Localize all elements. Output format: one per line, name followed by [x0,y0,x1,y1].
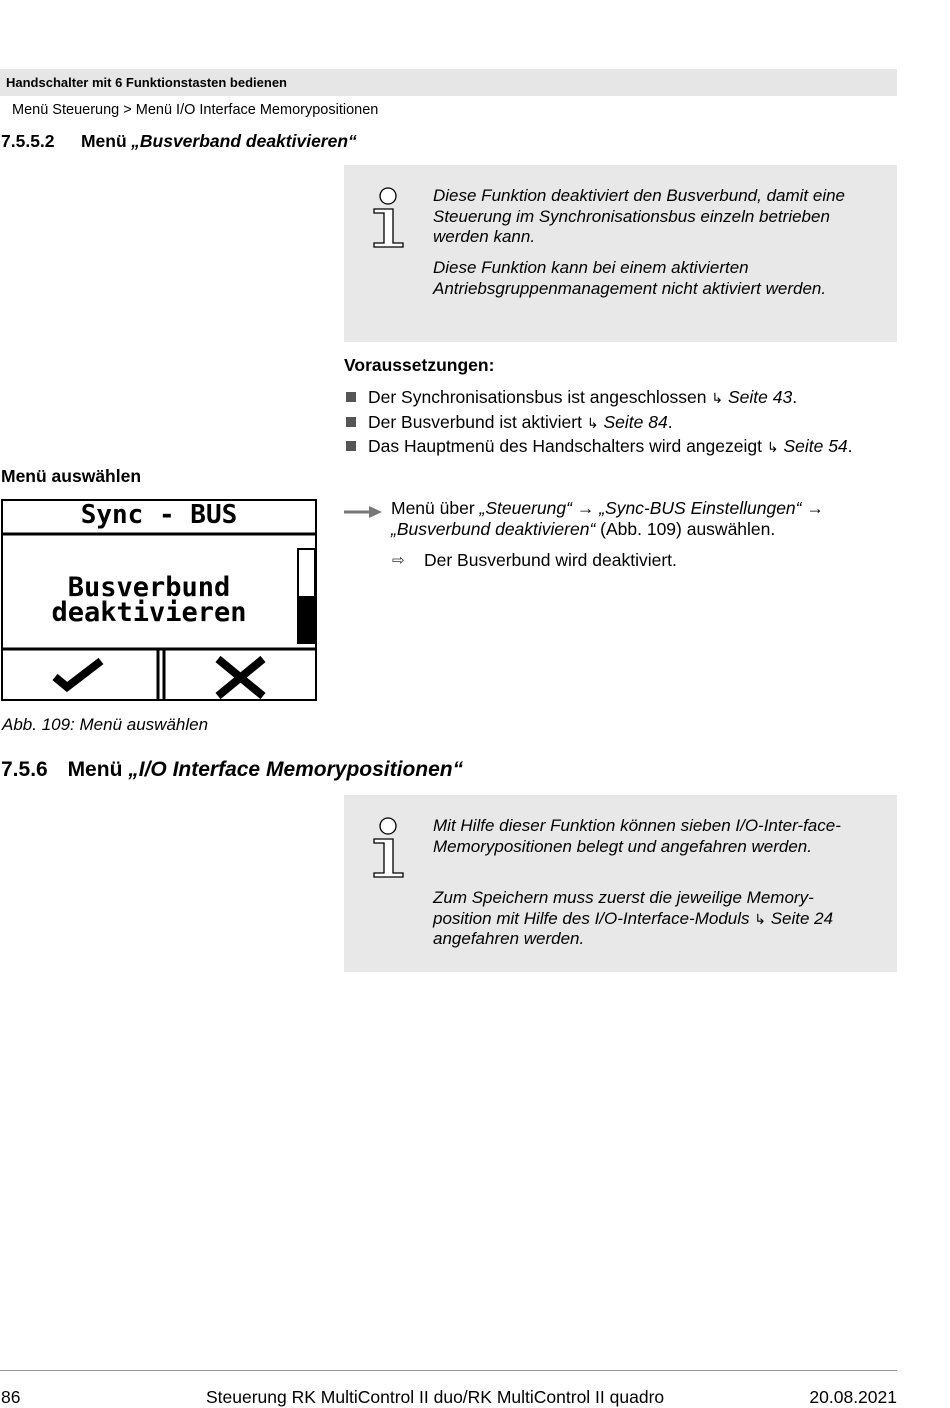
footer-product: Steuerung RK MultiControl II duo/RK MultiControl II quadro [206,1387,665,1407]
page-link[interactable]: Seite 24 [770,908,834,928]
page-link[interactable]: Seite 54 [783,436,848,456]
section-number: 7.5.5.2 [1,131,55,151]
link-arrow-icon: ↳ [586,414,599,431]
section-heading-2 [1,758,463,782]
list-item: Der Synchronisationsbus ist angeschlossen ↳ Seite 43. [344,386,853,411]
display-line: Busverbund [67,572,231,603]
footer-date: 20.08.2021 [809,1387,897,1407]
breadcrumb: Menü Steuerung > Menü I/O Interface Memorypositionen [12,102,379,118]
bullet-icon [346,392,356,402]
select-menu-label: Menü auswählen [1,466,142,486]
info-icon [371,817,405,879]
bullet-icon [346,441,356,451]
section-number: 7.5.6 [1,758,48,781]
display-header: Sync - BUS [80,500,238,530]
section-prefix: Menü [80,131,127,151]
footer-divider [0,1370,897,1371]
result-arrow-icon: ⇨ [392,552,405,569]
note-paragraph: Mit Hilfe dieser Funktion können sieben I/O-Inter-face-Memorypositionen belegt und angefahren werden. [433,816,841,856]
info-note [344,165,897,342]
display-line: deaktivieren [51,597,247,628]
page-number: 86 [1,1387,21,1407]
note-paragraph: Diese Funktion kann bei einem aktivierten Antriebsgruppenmanagement nicht aktiviert werden. [433,258,827,298]
section-title: „I/O Interface Memorypositionen“ [128,758,464,781]
note-paragraph: Zum Speichern muss zuerst die jeweilige Memory-position mit Hilfe des I/O-Interface-Moduls ↳ Seite 24 angefahren werden. [433,888,834,948]
instruction-arrow-icon [344,505,384,519]
section-title: „Busverband deaktivieren“ [131,131,357,151]
bullet-icon [346,417,356,427]
figure-caption: Abb. 109: Menü auswählen [2,715,209,734]
info-icon [371,187,405,249]
note-paragraph: Diese Funktion deaktiviert den Busverbund, damit eine Steuerung im Synchronisationsbus einzeln betrieben werden kann. [433,186,846,246]
list-item: Das Hauptmenü des Handschalters wird angezeigt ↳ Seite 54. [344,435,853,460]
result-text: Der Busverbund wird deaktiviert. [424,550,677,570]
link-arrow-icon: ↳ [766,439,779,455]
section-heading-1 [1,131,357,152]
handset-display [1,499,317,701]
list-item: Der Busverbund ist aktiviert ↳ Seite 84. [344,411,853,436]
info-note [344,795,897,972]
prerequisites-list [344,386,853,460]
page-link[interactable]: Seite 43 [728,387,793,407]
instruction-step: Menü über „Steuerung“ → „Sync-BUS Einstellungen“ → „Busverbund deaktivieren“ (Abb. 109) auswählen. [391,498,824,539]
header-title: Handschalter mit 6 Funktionstasten bedienen [6,75,287,90]
prerequisites-label: Voraussetzungen: [344,355,495,375]
display-scroll-thumb [298,596,315,643]
section-prefix: Menü [67,758,123,781]
link-arrow-icon: ↳ [754,910,766,927]
link-arrow-icon: ↳ [711,390,724,406]
page-link[interactable]: Seite 84 [603,411,668,432]
